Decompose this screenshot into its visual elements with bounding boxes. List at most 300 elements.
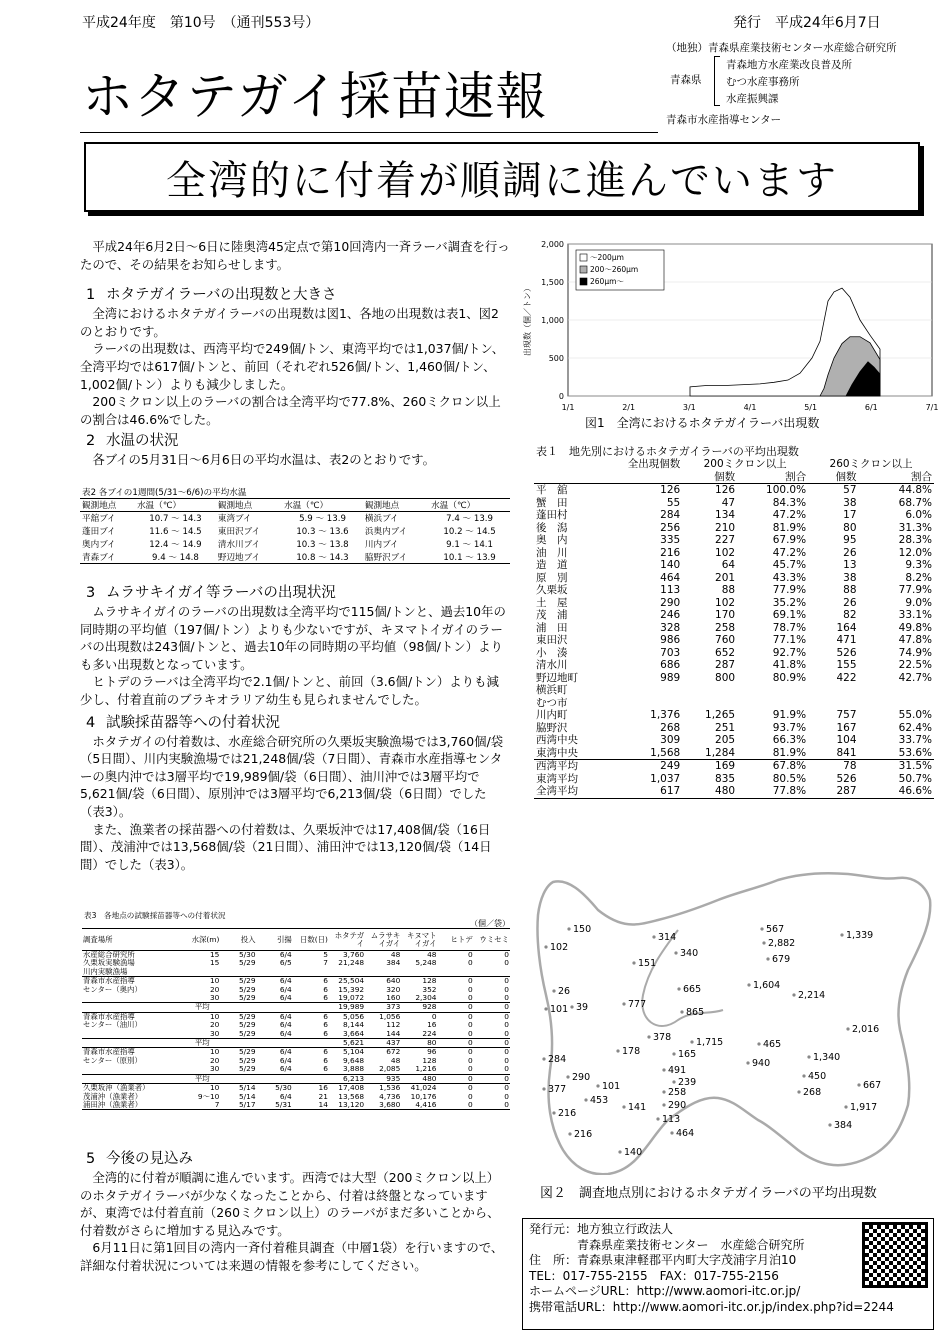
- section-3-title: 3 ムラサキイガイ等ラーバの出現状況: [86, 585, 336, 601]
- footer-line: 青森県産業技術センター 水産総合研究所: [529, 1237, 805, 1252]
- t1-cell: 46.6%: [898, 785, 932, 797]
- t1-cell: 8.2%: [905, 571, 932, 584]
- t1-cell: 246: [660, 609, 681, 621]
- t3-cell: 5,104: [342, 1047, 365, 1057]
- headline-box: [84, 142, 920, 212]
- table-row: [82, 968, 510, 977]
- footer-homepage-link[interactable]: ホームページURL：http://www.aomori-itc.or.jp/: [529, 1284, 801, 1298]
- station-label: 140: [624, 1147, 643, 1158]
- t3-cell: 0: [504, 984, 509, 994]
- t3-cell: 6: [323, 993, 328, 1003]
- t3-cell: 0: [468, 1038, 473, 1048]
- station-dot: [690, 1040, 693, 1043]
- t3-cell: 平均: [194, 1073, 210, 1083]
- station-dot: [542, 1087, 545, 1090]
- table-row: [534, 597, 934, 610]
- legend-label: 200～260μm: [590, 265, 639, 274]
- t1-cell: 9.3%: [905, 559, 932, 571]
- t1-cell: [682, 697, 737, 710]
- t3-cell: 20: [209, 984, 220, 994]
- station-dot: [792, 993, 795, 996]
- station-label: 491: [668, 1065, 687, 1076]
- t1-cell: 328: [660, 621, 681, 634]
- table-row: [534, 484, 934, 497]
- t3-cell: 437: [386, 1038, 401, 1048]
- collector-table: [82, 928, 510, 1110]
- t1-cell: 17: [843, 509, 857, 521]
- t3-cell: 0: [468, 1011, 473, 1021]
- table-row: [80, 525, 510, 538]
- table-row: [80, 538, 510, 551]
- t3-cell: 640: [386, 976, 401, 986]
- t1-cell: 989: [660, 671, 681, 684]
- title-rule: [80, 132, 658, 133]
- t1-cell: 9.0%: [905, 596, 932, 609]
- t1-cell: 88: [843, 584, 857, 596]
- t3-cell: 0: [468, 1099, 473, 1109]
- t1-cell: 蓬田村: [536, 509, 568, 521]
- t1-cell: 47.2%: [772, 509, 807, 521]
- t1-cell: 480: [715, 785, 736, 797]
- figure1-chart: [520, 232, 940, 432]
- t1-cell: 526: [836, 772, 857, 785]
- station-label: 2,214: [798, 990, 826, 1001]
- table3-unit: （個／袋）: [470, 919, 510, 928]
- t1-cell: 287: [836, 785, 857, 797]
- legend-label: 260μm～: [590, 277, 624, 286]
- table-row: [534, 785, 934, 798]
- body-column-mid: [80, 580, 510, 873]
- t3-cell: 30: [209, 1028, 220, 1038]
- t3-cell: 4,416: [415, 1099, 437, 1109]
- t2-cell: 青森ブイ: [80, 551, 135, 564]
- t1-cell: 77.8%: [772, 785, 807, 797]
- t3-cell: 0: [504, 1038, 509, 1048]
- station-dot: [807, 1055, 810, 1058]
- t3-cell: 茂浦沖（漁業者）: [83, 1091, 143, 1101]
- t3-header: 投入: [240, 934, 256, 944]
- station-label: 314: [658, 932, 677, 943]
- table-row: [534, 647, 934, 660]
- t1-cell: 81.9%: [772, 746, 807, 759]
- t1-cell: 167: [836, 721, 857, 734]
- t1-cell: 95: [843, 534, 857, 546]
- station-dot: [670, 1131, 673, 1134]
- t3-header: 水深(m): [191, 934, 220, 944]
- station-label: 141: [628, 1102, 647, 1113]
- t2-cell: 10.7 ～ 14.3: [149, 514, 202, 525]
- t3-cell: 6/4: [279, 1047, 292, 1057]
- t2-header: 観測地点: [216, 499, 282, 512]
- t1-cell: 986: [660, 634, 681, 646]
- t2-cell: 東湾ブイ: [217, 514, 252, 525]
- t1-cell: 104: [836, 734, 857, 746]
- t1-cell: 1,284: [705, 746, 736, 759]
- t1-cell: 249: [660, 760, 681, 772]
- t3-cell: 15,392: [338, 984, 365, 994]
- t1-cell: 川内町: [536, 709, 568, 721]
- t1-header-260: 260ミクロン以上: [829, 458, 913, 470]
- t3-cell: 80: [427, 1038, 437, 1048]
- station-label: 1,917: [850, 1102, 878, 1113]
- t1-cell: 50.7%: [898, 772, 932, 785]
- t2-cell: 9.4 ～ 14.8: [135, 551, 216, 564]
- t1-cell: 東湾中央: [536, 746, 578, 759]
- station-label: 667: [863, 1080, 882, 1091]
- t3-cell: 6/4: [279, 984, 292, 994]
- t1-cell: 浦 田: [536, 621, 568, 634]
- water-temp-table: [80, 498, 510, 564]
- t3-cell: 0: [504, 1064, 509, 1074]
- station-label: 1,340: [813, 1052, 841, 1063]
- t3-cell: 0: [504, 1020, 509, 1030]
- station-label: 101: [550, 1004, 569, 1015]
- t2-header: 観測地点: [363, 499, 429, 512]
- t3-cell: 19,989: [338, 1002, 365, 1012]
- t1-cell: 東田沢: [536, 634, 568, 646]
- t3-cell: 480: [422, 1073, 437, 1083]
- t1-cell: 1,376: [650, 709, 681, 721]
- station-label: 26: [558, 986, 571, 997]
- org-city: 青森市水産指導センター: [666, 114, 782, 126]
- t3-location: 青森市水産指導: [83, 1011, 135, 1021]
- station-label: 216: [574, 1129, 593, 1140]
- t1-cell: 横浜町: [536, 684, 568, 696]
- t3-cell: 0: [468, 1064, 473, 1074]
- t3-cell: 10: [209, 1047, 220, 1057]
- t1-cell: 290: [660, 596, 681, 609]
- t3-cell: 5/31: [275, 1099, 292, 1109]
- station-label: 1,604: [753, 980, 781, 991]
- section-5-para: 全湾的に付着が順調に進んでいます。西湾では大型（200ミクロン以上）のホタテガイラーバが少なくなったことから、付着は終盤となっていますが、東湾では付着直前（260ミクロン以上）のラーバがまだ多いことから、付着数がさらに増加する見込みです。: [80, 1170, 500, 1238]
- t1-cell: 526: [836, 646, 857, 659]
- t1-cell: 81.9%: [772, 521, 807, 534]
- t3-cell: 9～10: [197, 1091, 220, 1101]
- t1-cell: 31.3%: [898, 521, 932, 534]
- t3-cell: 0: [468, 1055, 473, 1065]
- station-label: 567: [766, 924, 785, 935]
- t3-cell: 48: [427, 950, 437, 959]
- t1-cell: むつ市: [536, 696, 568, 709]
- t1-cell: 49.8%: [898, 621, 932, 634]
- t3-cell: 6: [323, 984, 328, 994]
- t3-cell: 平均: [194, 1002, 210, 1012]
- t3-cell: 0: [431, 1011, 437, 1021]
- larvae-count-table: [534, 458, 934, 799]
- y-tick-label: 0: [558, 392, 564, 401]
- section-3-para: ムラサキイガイのラーバの出現数は全湾平均で115個/トンと、過去10年の同時期の平均値（197個/トン）よりも少ないですが、キヌマトイガイのラーバの出現数は243個/トンと、過去10年の同時期の平均値（98個/トン）よりも多い出現数となっています。: [80, 604, 506, 672]
- t1-cell: 土 屋: [536, 596, 568, 609]
- t1-cell: 茂 浦: [536, 609, 568, 621]
- t3-cell: 5: [323, 950, 328, 959]
- org-pref: 青森県: [670, 74, 702, 86]
- t3-cell: 935: [386, 1073, 401, 1083]
- t3-cell: 3,680: [379, 1099, 401, 1109]
- t2-cell: 浜奥内ブイ: [364, 527, 408, 537]
- table-row: [82, 1101, 510, 1110]
- t3-cell: 5/29: [238, 1055, 256, 1065]
- table-row: [80, 551, 510, 564]
- x-tick-label: 6/1: [864, 403, 878, 412]
- t1-cell: 奥 内: [536, 534, 568, 546]
- table-row: [534, 559, 934, 572]
- station-label: 2,016: [852, 1024, 880, 1035]
- t3-cell: 0: [468, 1091, 473, 1101]
- t1-cell: 113: [660, 584, 681, 596]
- table-row: [534, 634, 934, 647]
- t1-cell: 201: [715, 571, 736, 584]
- t3-header: ムラサキイガイ: [370, 930, 401, 948]
- station-dot: [762, 941, 765, 944]
- t3-cell: [257, 1003, 293, 1012]
- t2-cell: 10.3 ～ 13.8: [296, 540, 349, 550]
- t3-cell: 30: [209, 1064, 220, 1074]
- station-dot: [544, 1007, 547, 1010]
- section-1-para: 200ミクロン以上のラーバの割合は全湾平均で77.8%、260ミクロン以上の割合は46.6%でした。: [80, 394, 501, 427]
- t1-cell: 全湾平均: [536, 785, 578, 797]
- table-row: [534, 547, 934, 560]
- table-row: [534, 734, 934, 747]
- t3-cell: 6,213: [342, 1073, 365, 1083]
- t1-cell: 47: [721, 496, 736, 509]
- section-2-para: 各ブイの5月31日～6月6日の平均水温は、表2のとおりです。: [80, 452, 435, 468]
- t3-cell: 久栗坂沖（漁業者）: [83, 1083, 150, 1093]
- t1-cell: 760: [715, 634, 736, 646]
- t1-cell: 久栗坂: [536, 584, 568, 596]
- table-row: [534, 672, 934, 685]
- t1-cell: 57: [843, 484, 857, 496]
- t3-cell: 0: [504, 1083, 509, 1093]
- t3-cell: 5/29: [238, 1047, 256, 1057]
- t3-cell: 1,216: [415, 1064, 437, 1074]
- t3-cell: 8,144: [342, 1020, 365, 1030]
- table-row: [534, 622, 934, 635]
- t3-cell: 5/29: [238, 1020, 256, 1030]
- t1-cell: 41.8%: [772, 659, 807, 671]
- station-label: 290: [572, 1072, 591, 1083]
- t1-cell: 26: [843, 596, 857, 609]
- t3-cell: 1,536: [379, 1083, 401, 1093]
- t3-cell: [293, 1003, 329, 1012]
- t3-cell: 0: [468, 976, 473, 986]
- t3-cell: 15: [209, 958, 220, 968]
- t3-cell: 6/4: [279, 1011, 292, 1021]
- station-label: 777: [628, 999, 647, 1010]
- org-sub-1: 青森地方水産業改良普及所: [726, 59, 852, 71]
- t1-header-total: 全出現個数: [627, 458, 681, 470]
- station-label: 113: [662, 1114, 681, 1125]
- t1-subheader: 割合: [785, 470, 807, 483]
- t2-cell: 10.8 ～ 14.3: [282, 551, 363, 564]
- table-row: [82, 986, 510, 994]
- t3-location: [82, 994, 184, 1003]
- t1-cell: 66.3%: [772, 734, 807, 746]
- t2-cell: 12.4 ～ 14.9: [149, 540, 202, 550]
- t1-cell: 258: [715, 621, 736, 634]
- table-row: [534, 722, 934, 735]
- t2-cell: 横浜ブイ: [364, 514, 399, 525]
- t1-cell: 42.7%: [898, 671, 932, 684]
- t1-cell: 93.7%: [772, 721, 807, 734]
- t3-cell: 3,888: [342, 1064, 365, 1074]
- t1-header-200: 200ミクロン以上: [703, 458, 787, 470]
- t3-cell: 6/4: [279, 976, 292, 986]
- t1-cell: 757: [836, 709, 857, 721]
- t3-cell: 48: [390, 950, 401, 959]
- table3-caption: 表3 各地点の試験採苗器等への付着状況: [84, 911, 226, 920]
- x-tick-label: 1/1: [561, 403, 575, 412]
- station-dot: [567, 927, 570, 930]
- t1-cell: 309: [660, 734, 681, 746]
- station-dot: [584, 1098, 587, 1101]
- table-row: [534, 572, 934, 585]
- t3-location: 青森市水産指導: [83, 976, 135, 986]
- t1-cell: 西湾中央: [536, 734, 578, 746]
- table-row: [534, 684, 934, 697]
- bay-map: [528, 870, 938, 1175]
- t1-cell: 47.8%: [898, 634, 932, 646]
- t1-cell: 88: [721, 584, 736, 596]
- table-header-row: [82, 929, 510, 951]
- t1-cell: 1,568: [650, 746, 681, 759]
- t3-cell: 0: [504, 1047, 509, 1057]
- t3-cell: 0: [504, 1002, 509, 1012]
- t1-cell: 6.0%: [905, 509, 932, 521]
- t1-cell: 422: [836, 671, 857, 684]
- station-dot: [647, 1035, 650, 1038]
- t3-cell: 6: [323, 1011, 328, 1021]
- legend-swatch: [580, 266, 587, 273]
- t3-cell: 0: [468, 1002, 473, 1012]
- t1-cell: 77.9%: [772, 584, 807, 596]
- t1-cell: 西湾平均: [536, 760, 578, 772]
- org-main: （地独）青森県産業技術センター水産総合研究所: [666, 42, 897, 54]
- t3-cell: 6: [323, 1055, 328, 1065]
- t1-cell: 12.0%: [898, 546, 932, 559]
- t3-cell: 373: [386, 1002, 401, 1012]
- t3-cell: 6: [323, 1020, 328, 1030]
- t1-cell: 335: [660, 534, 681, 546]
- t1-cell: [737, 684, 808, 697]
- t1-cell: 31.5%: [898, 760, 932, 772]
- t3-cell: 5/29: [238, 958, 256, 968]
- station-label: 377: [548, 1084, 567, 1095]
- t3-cell: 5/14: [238, 1091, 256, 1101]
- footer-mobile-link[interactable]: 携帯電話URL：http://www.aomori-itc.or.jp/index.php?id=2244: [529, 1299, 894, 1314]
- table-row: [534, 709, 934, 722]
- t3-location: 久栗坂実験漁場: [83, 958, 135, 968]
- t1-cell: 74.9%: [898, 646, 932, 659]
- issue-date: 発行 平成24年6月7日: [733, 15, 881, 31]
- station-dot: [552, 989, 555, 992]
- section-1-title: 1 ホタテガイラーバの出現数と大きさ: [86, 287, 337, 304]
- y-tick-label: 500: [548, 354, 564, 363]
- t1-cell: 22.5%: [898, 659, 932, 671]
- t2-cell: 平舘ブイ: [82, 514, 116, 525]
- t1-cell: 84.3%: [772, 496, 807, 509]
- t3-cell: 2,304: [415, 993, 437, 1003]
- t1-cell: 800: [715, 671, 736, 684]
- t3-cell: 9,648: [342, 1055, 365, 1065]
- t3-cell: 6/4: [279, 950, 292, 959]
- section-5-para: 6月11日に第1回目の湾内一斉付着稚貝調査（中層1袋）を行いますので、詳細な付着状況については来週の情報を参考にしてください。: [80, 1240, 504, 1273]
- t1-cell: 100.0%: [766, 484, 807, 496]
- station-dot: [802, 1074, 805, 1077]
- section-4-para: また、漁業者の採苗器への付着数は、久栗坂沖では17,408個/袋（16日間）、茂浦沖では13,568個/袋（21日間）、浦田沖では13,120個/袋（14日間）でした（表3）。: [80, 821, 492, 872]
- station-label: 378: [653, 1032, 672, 1043]
- t1-cell: 686: [660, 659, 681, 671]
- station-label: 151: [638, 958, 657, 969]
- t1-cell: 後 潟: [536, 521, 568, 534]
- t3-cell: 6/4: [279, 1020, 292, 1030]
- table1-caption: 表１ 地先別におけるホタテガイラーバの平均出現数: [536, 445, 799, 458]
- t3-cell: 平均: [194, 1038, 210, 1048]
- t1-cell: 126: [660, 484, 681, 496]
- table-avg-row: [82, 1003, 510, 1012]
- station-label: 940: [752, 1058, 771, 1069]
- t3-cell: 41,024: [410, 1083, 437, 1093]
- station-label: 39: [576, 1002, 589, 1013]
- table-row: [534, 609, 934, 622]
- table-row: [82, 959, 510, 967]
- t3-cell: 5/29: [238, 1064, 256, 1074]
- t3-cell: 0: [468, 993, 473, 1003]
- footer-line: TEL：017-755-2155 FAX：017-755-2156: [529, 1268, 779, 1283]
- t1-cell: 82: [843, 609, 857, 621]
- t1-cell: 38: [843, 571, 857, 584]
- t1-cell: 野辺地町: [536, 671, 578, 684]
- t1-cell: 64: [721, 559, 736, 571]
- table-row: [82, 1021, 510, 1029]
- t1-cell: 68.7%: [898, 496, 932, 509]
- t1-cell: 53.6%: [898, 746, 932, 759]
- t3-cell: 0: [468, 984, 473, 994]
- station-dot: [828, 1123, 831, 1126]
- t1-cell: 清水川: [536, 659, 568, 671]
- t1-cell: 小 湊: [536, 646, 568, 659]
- t1-cell: [859, 684, 934, 697]
- x-tick-label: 4/1: [743, 403, 757, 412]
- station-dot: [840, 933, 843, 936]
- y-axis-label: 出現数（個／トン）: [523, 284, 532, 356]
- t3-cell: 0: [468, 950, 473, 959]
- x-tick-label: 2/1: [622, 403, 636, 412]
- station-label: 340: [680, 948, 699, 959]
- t3-cell: 5,621: [342, 1038, 365, 1048]
- table-row: [534, 697, 934, 710]
- t3-cell: 0: [504, 1055, 509, 1065]
- t3-header: ヒトデ: [450, 934, 473, 944]
- t3-cell: 5/29: [238, 1028, 256, 1038]
- t1-cell: 67.9%: [772, 534, 807, 546]
- section-4-para: ホタテガイの付着数は、水産総合研究所の久栗坂実験漁場では3,760個/袋（5日間）、川内実験漁場では21,248個/袋（7日間）、青森市水産指導センターの奥内沖では3層平均で19,989個/袋（6日間）、油川沖では3層平均で5,621個/袋（6日間）、原別沖では3層平均で6,213個/袋（6日間）でした（表3）。: [80, 733, 504, 819]
- station-dot: [618, 1150, 621, 1153]
- station-label: 284: [548, 1054, 567, 1065]
- station-label: 865: [686, 1007, 705, 1018]
- t1-cell: 77.1%: [772, 634, 807, 646]
- table-row: [82, 977, 510, 986]
- t1-cell: 47.2%: [772, 546, 807, 559]
- t3-cell: 5/17: [238, 1099, 256, 1109]
- station-dot: [570, 1005, 573, 1008]
- t3-cell: 5/29: [238, 1011, 256, 1021]
- station-label: 679: [772, 954, 791, 965]
- figure1-caption: 図1 全湾におけるホタテガイラーバ出現数: [585, 416, 820, 430]
- qr-code-icon[interactable]: [862, 1222, 928, 1288]
- station-label: 216: [558, 1108, 577, 1119]
- t1-cell: 26: [843, 546, 857, 559]
- t1-cell: 35.2%: [772, 596, 807, 609]
